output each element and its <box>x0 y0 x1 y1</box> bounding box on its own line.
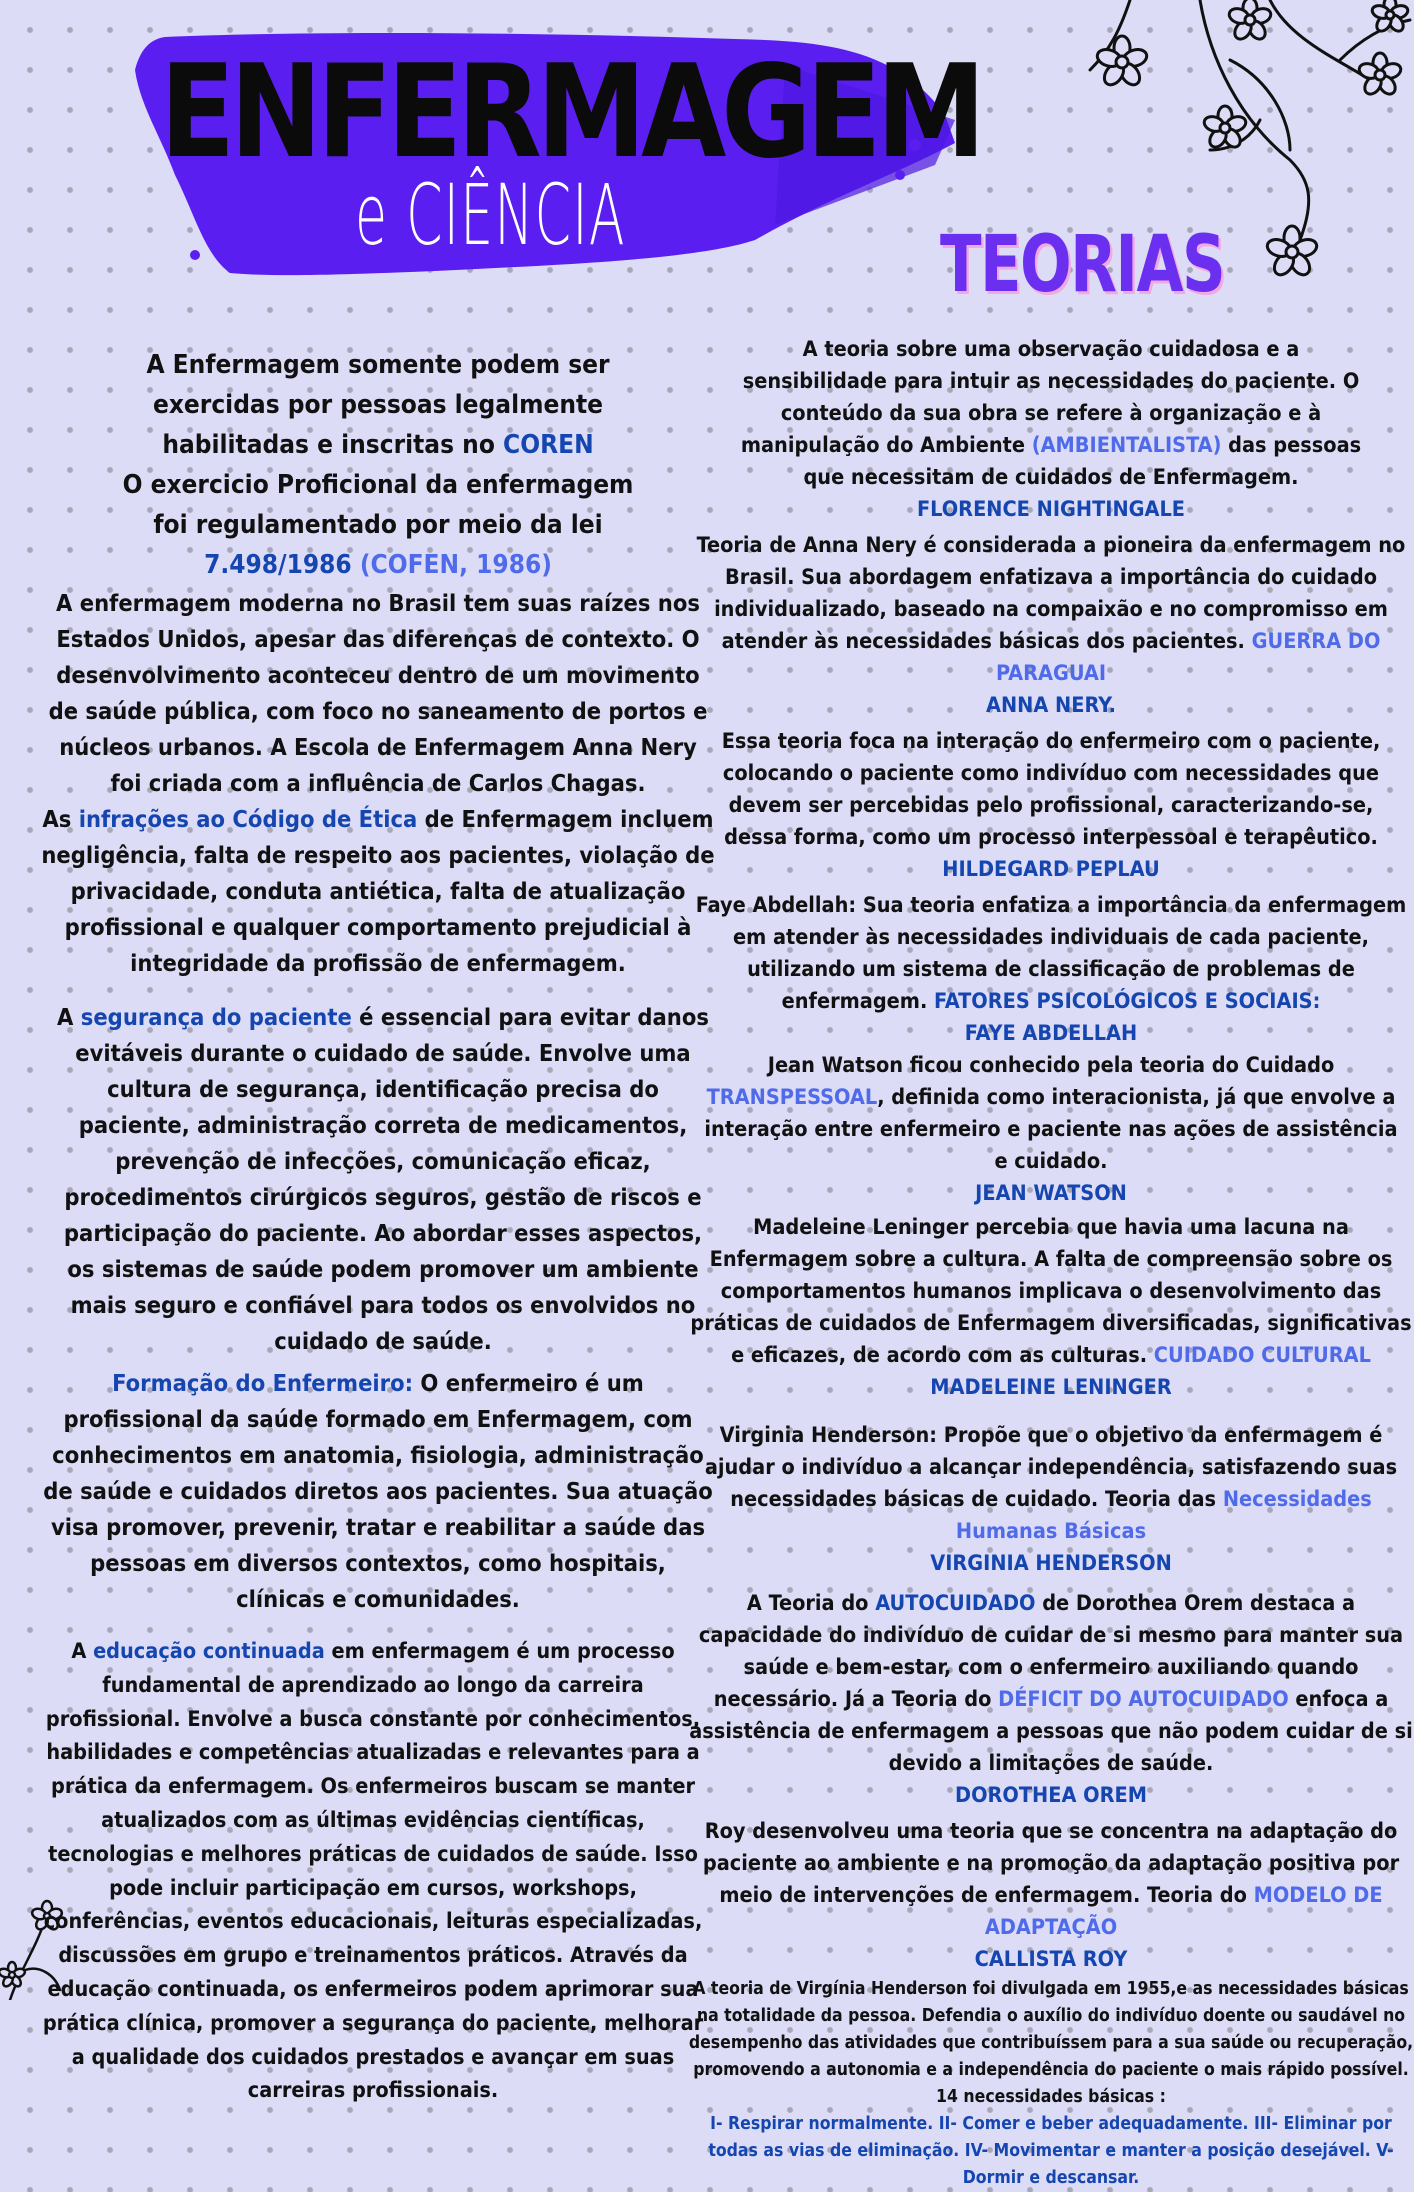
page-subtitle: e CIÊNCIA <box>355 166 626 264</box>
left-column <box>38 345 718 2108</box>
formacao-highlight: Formação do Enfermeiro: <box>112 1369 414 1397</box>
coren-highlight: COREN <box>503 430 594 460</box>
theory-roy: Roy desenvolveu uma teoria que se concentra na adaptação do paciente ao ambiente e na promoção da adaptação positiva por meio de intervenções de enfermagem. Teoria do MODELO DE ADAPTAÇÃO CALLISTA ROY <box>688 1812 1414 1976</box>
theorist-name: CALLISTA ROY <box>974 1947 1128 1972</box>
theorist-name: MADELEINE LENINGER <box>930 1375 1172 1400</box>
enfermagem-moderna-paragraph: A enfermagem moderna no Brasil tem suas raízes nos Estados Unidos, apesar das diferenças de contexto. O desenvolvimento aconteceu dentro de um movimento de saúde pública, com foco no saneamento de portos e núcleos urbanos. A Escola de Enfermagem Anna Nery foi criada com a influência de Carlos Chagas. <box>48 589 708 797</box>
theorist-name: FAYE ABDELLAH <box>964 1021 1138 1046</box>
theory-watson: Jean Watson ficou conhecido pela teoria do Cuidado TRANSPESSOAL, definida como interacionista, já que envolve a interação entre enfermeiro e paciente nas ações de assistência e cuidado. JEAN WATSON <box>688 1050 1414 1210</box>
floral-vine-decoration-icon <box>1040 0 1414 300</box>
theorist-name: JEAN WATSON <box>975 1181 1127 1206</box>
necessidades-list: I- Respirar normalmente. II- Comer e beber adequadamente. III- Eliminar por todas as vias de eliminação. IV- Movimentar e manter a posição desejável. V- Dormir e descansar. <box>708 2114 1394 2188</box>
theory-peplau: Essa teoria foca na interação do enfermeiro com o paciente, colocando o paciente como indivíduo com necessidades que devem ser percebidas pelo profissional, caracterizando-se, dessa forma, como um processo interpessoal e terapêutico. HILDEGARD PEPLAU <box>688 722 1414 886</box>
theorist-name: ANNA NERY. <box>986 693 1116 718</box>
coren-paragraph: A Enfermagem somente podem ser exercidas por pessoas legalmente habilitadas e inscritas no COREN <box>146 350 610 460</box>
section-title-teorias: TEORIAS <box>940 220 1225 310</box>
formacao-paragraph: Formação do Enfermeiro: O enfermeiro é um profissional da saúde formado em Enfermagem, com conhecimentos em anatomia, fisiologia, administração de saúde e cuidados diretos aos pacientes. Sua atuação visa promover, prevenir, tratar e reabilitar a saúde das pessoas em diversos contextos, como hospitais, clínicas e comunidades. <box>43 1369 713 1613</box>
lei-paragraph: O exercicio Proficional da enfermagem foi regulamentado por meio da lei 7.498/1986 (COFEN, 1986) <box>122 470 634 580</box>
infracoes-paragraph: As infrações ao Código de Ética de Enfermagem incluem negligência, falta de respeito aos pacientes, violação de privacidade, conduta antiética, falta de atualização profissional e qualquer comportamento prejudicial à integridade da profissão de enfermagem. <box>41 805 715 977</box>
theorist-name: HILDEGARD PEPLAU <box>942 857 1160 882</box>
educacao-highlight: educação continuada <box>93 1639 325 1664</box>
theory-henderson: Virginia Henderson: Propõe que o objetivo da enfermagem é ajudar o indivíduo a alcançar independência, satisfazendo suas necessidades básicas de cuidado. Teoria das Necessidades Humanas Básicas VIRGINIA HENDERSON <box>688 1404 1414 1580</box>
page-title: ENFERMAGEM <box>160 38 981 187</box>
theory-nery: Teoria de Anna Nery é considerada a pioneira da enfermagem no Brasil. Sua abordagem enfatizava a importância do cuidado individualizado, baseado na compaixão e no compromisso em atender às necessidades básicas dos pacientes. GUERRA DO PARAGUAI ANNA NERY. <box>688 526 1414 722</box>
cofen-highlight: (COFEN, 1986) <box>351 550 552 580</box>
right-column <box>688 334 1414 2192</box>
henderson-extra-paragraph: A teoria de Virgínia Henderson foi divulgada em 1955,e as necessidades básicas na totalidade da pessoa. Defendia o auxílio do indivíduo doente ou saudável no desempenho das atividades que contribuíssem para a sua saúde ou recuperação, promovendo a autonomia e a independência do paciente o mais rápido possível. 14 necessidades básicas : I- Respirar normalmente. II- Comer e beber adequadamente. III- Eliminar por todas as vias de eliminação. IV- Movimentar e manter a posição desejável. V- Dormir e descansar. <box>688 1976 1414 2192</box>
educacao-paragraph: A educação continuada em enfermagem é um processo fundamental de aprendizado ao longo da carreira profissional. Envolve a busca constante por conhecimentos, habilidades e competências atualizadas e relevantes para a prática da enfermagem. Os enfermeiros buscam se manter atualizados com as últimas evidências científicas, tecnologias e melhores práticas de cuidados de saúde. Isso pode incluir participação em cursos, workshops, conferências, eventos educacionais, leituras especializadas, discussões em grupo e treinamentos práticos. Através da educação continuada, os enfermeiros podem aprimorar sua prática clínica, promover a segurança do paciente, melhorar a qualidade dos cuidados prestados e avançar em suas carreiras profissionais. <box>42 1639 704 2104</box>
theory-orem: A Teoria do AUTOCUIDADO de Dorothea Orem destaca a capacidade do indivíduo de cuidar de si mesmo para manter sua saúde e bem-estar, com o enfermeiro auxiliando quando necessário. Já a Teoria do DÉFICIT DO AUTOCUIDADO enfoca a assistência de enfermagem a pessoas que não podem cuidar de si devido a limitações de saúde. DOROTHEA OREM <box>688 1580 1414 1812</box>
seguranca-highlight: segurança do paciente <box>80 1003 352 1031</box>
seguranca-paragraph: A segurança do paciente é essencial para evitar danos evitáveis durante o cuidado de saúde. Envolve uma cultura de segurança, identificação precisa do paciente, administração correta de medicamentos, prevenção de infecções, comunicação eficaz, procedimentos cirúrgicos seguros, gestão de riscos e participação do paciente. Ao abordar esses aspectos, os sistemas de saúde podem promover um ambiente mais seguro e confiável para todos os envolvidos no cuidado de saúde. <box>57 1003 709 1355</box>
lei-number-highlight: 7.498/1986 <box>204 550 352 580</box>
theorist-name: DOROTHEA OREM <box>955 1783 1147 1808</box>
infracoes-highlight: infrações ao Código de Ética <box>78 805 418 833</box>
theory-leninger: Madeleine Leninger percebia que havia uma lacuna na Enfermagem sobre a cultura. A falta de compreensão sobre os comportamentos humanos implicava o desenvolvimento das práticas de cuidados de Enfermagem diversificadas, significativas e eficazes, de acordo com as culturas. CUIDADO CULTURAL MADELEINE LENINGER <box>688 1210 1414 1404</box>
theorist-name: FLORENCE NIGHTINGALE <box>916 497 1186 522</box>
theorist-name: VIRGINIA HENDERSON <box>930 1551 1172 1576</box>
theory-abdellah: Faye Abdellah: Sua teoria enfatiza a importância da enfermagem em atender às necessidades individuais de cada paciente, utilizando um sistema de classificação de problemas de enfermagem. FATORES PSICOLÓGICOS E SOCIAIS: FAYE ABDELLAH <box>688 886 1414 1050</box>
theory-nightingale: A teoria sobre uma observação cuidadosa e a sensibilidade para intuir as necessidades do paciente. O conteúdo da sua obra se refere à organização e à manipulação do Ambiente (AMBIENTALISTA) das pessoas que necessitam de cuidados de Enfermagem. FLORENCE NIGHTINGALE <box>688 334 1414 526</box>
